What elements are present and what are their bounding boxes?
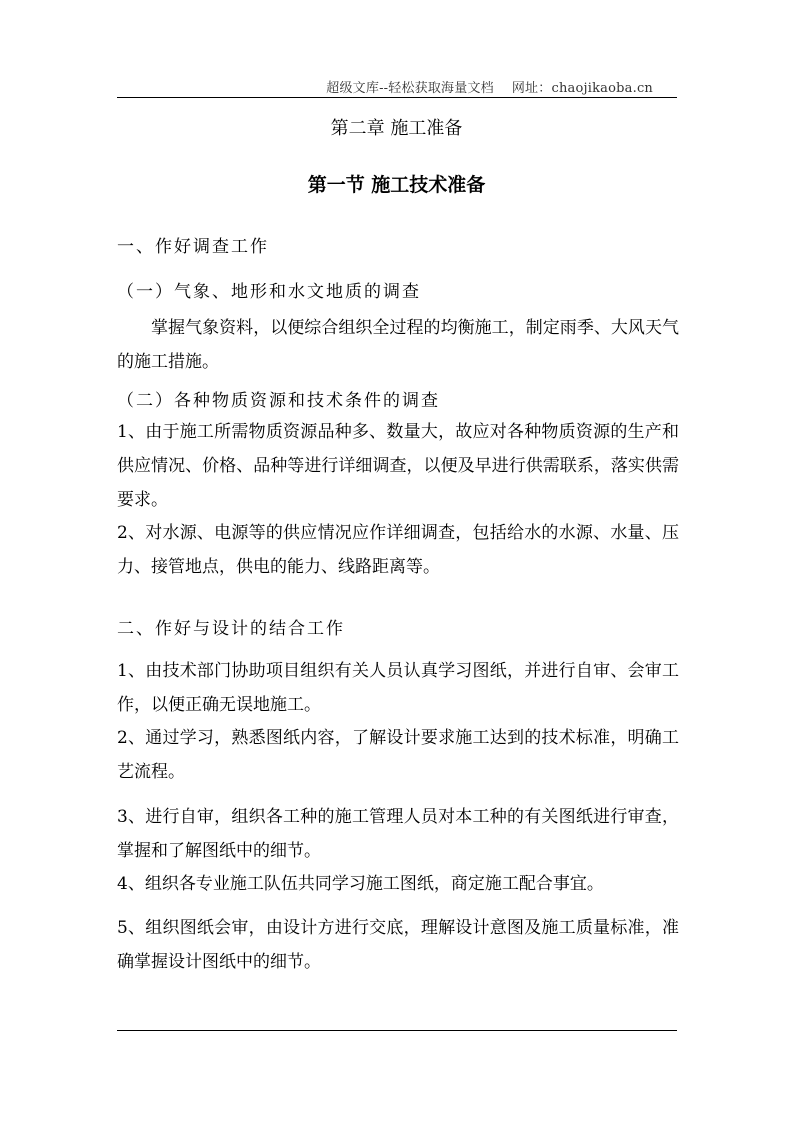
paragraph-design-3: 3、进行自审，组织各工种的施工管理人员对本工种的有关图纸进行审查，掌握和了解图纸中的细节。 xyxy=(117,807,679,861)
paragraph-design-4: 4、组织各专业施工队伍共同学习施工图纸，商定施工配合事宜。 xyxy=(117,874,604,894)
paragraph-weather: 掌握气象资料，以便综合组织全过程的均衡施工，制定雨季、大风天气的施工措施。 xyxy=(117,318,679,372)
subheading-weather-terrain: （一）气象、地形和水文地质的调查 xyxy=(117,282,421,302)
paragraph-resources-2: 2、对水源、电源等的供应情况应作详细调查，包括给水的水源、水量、压力、接管地点，供电的能力、线路距离等。 xyxy=(117,523,679,577)
paragraph-resources-1: 1、由于施工所需物质资源品种多、数量大，故应对各种物质资源的生产和供应情况、价格、品种等进行详细调查，以便及早进行供需联系，落实供需要求。 xyxy=(117,422,679,510)
page-header xyxy=(300,77,653,96)
heading-design-coordination: 二、作好与设计的结合工作 xyxy=(117,619,345,639)
chapter-title: 第二章 施工准备 xyxy=(330,118,463,139)
header-site-text: 超级文库--轻松获取海量文档 xyxy=(326,81,494,96)
paragraph-design-1: 1、由技术部门协助项目组织有关人员认真学习图纸，并进行自审、会审工作，以便正确无误地施工。 xyxy=(117,661,679,715)
subheading-resources: （二）各种物质资源和技术条件的调查 xyxy=(117,391,440,411)
heading-survey-work: 一、作好调查工作 xyxy=(117,237,269,257)
footer-divider xyxy=(117,1030,677,1031)
header-url: 网址：chaojikaoba.cn xyxy=(511,81,653,96)
paragraph-design-5: 5、组织图纸会审，由设计方进行交底，理解设计意图及施工质量标准，准确掌握设计图纸中的细节。 xyxy=(117,918,679,972)
paragraph-design-2: 2、通过学习，熟悉图纸内容，了解设计要求施工达到的技术标准，明确工艺流程。 xyxy=(117,728,679,782)
header-divider xyxy=(117,97,677,98)
section-title: 第一节 施工技术准备 xyxy=(307,174,486,196)
